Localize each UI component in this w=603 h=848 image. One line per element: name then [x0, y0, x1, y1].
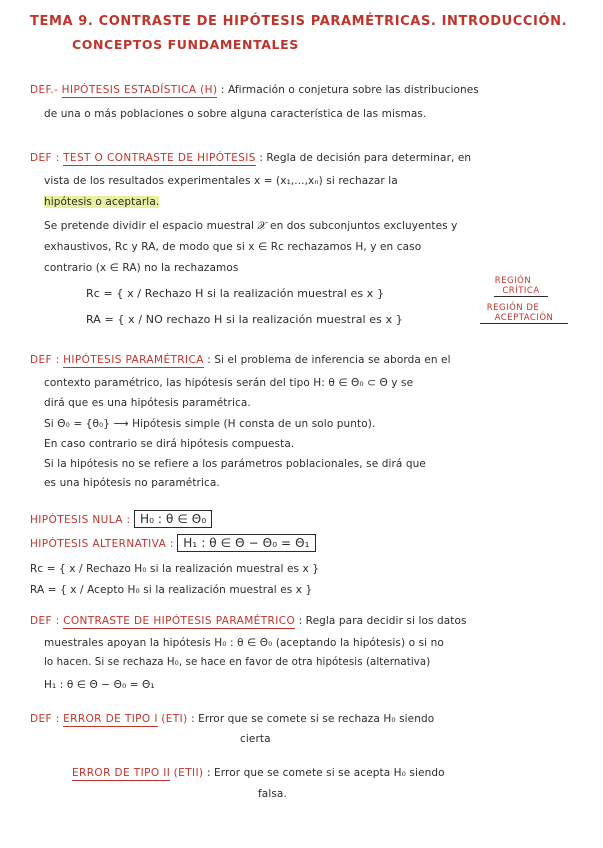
- def-term-test: TEST O CONTRASTE DE HIPÓTESIS: [63, 152, 256, 164]
- def-test-line3: hipótesis o aceptarla.: [44, 196, 160, 208]
- def-text: : Error que se comete si se rechaza H₀ siendo: [191, 713, 435, 725]
- def-test-line4: Se pretende dividir el espacio muestral 𝒳 en dos subconjuntos excluyentes y: [44, 220, 458, 232]
- hipotesis-alternativa-row: [30, 536, 316, 550]
- hipotesis-nula-row: [30, 512, 212, 526]
- def-parametrica-line7: es una hipótesis no paramétrica.: [44, 477, 220, 489]
- def-term-hipotesis-estadistica: HIPÓTESIS ESTADÍSTICA (H): [61, 84, 218, 96]
- def-hipotesis-line1: [30, 84, 479, 96]
- def-text: : Si el problema de inferencia se aborda en el: [207, 354, 451, 366]
- def-text: : Regla para decidir si los datos: [298, 615, 467, 627]
- hipotesis-nula-formula: H₀ : θ ∈ Θ₀: [134, 510, 212, 528]
- def-error2-line2: falsa.: [258, 788, 287, 800]
- def-prefix: DEF :: [30, 713, 60, 725]
- def-term-error-tipo-1: ERROR DE TIPO I: [63, 713, 158, 725]
- region-aceptacion-h0: RA = { x / Acepto H₀ si la realización muestral es x }: [30, 584, 313, 596]
- hipotesis-alternativa-formula: H₁ : θ ∈ Θ − Θ₀ = Θ₁: [177, 534, 315, 552]
- def-parametrica-line4: Si Θ₀ = {θ₀} ⟶ Hipótesis simple (H consta de un solo punto).: [44, 418, 376, 430]
- def-abbr-etii: (ETII): [173, 767, 204, 779]
- def-test-line5: exhaustivos, Rc y RA, de modo que si x ∈ Rc rechazamos H, y en caso: [44, 241, 422, 253]
- note-region-critica: REGIÓN CRÍTICA: [478, 276, 548, 297]
- note-region-aceptacion: REGIÓN DE ACEPTACIÓN: [458, 303, 568, 324]
- def-prefix: DEF :: [30, 354, 60, 366]
- region-aceptacion-def: RA = { x / NO rechazo H si la realización muestral es x }: [86, 313, 403, 326]
- def-parametrica-line3: dirá que es una hipótesis paramétrica.: [44, 397, 251, 409]
- def-parametrica-line5: En caso contrario se dirá hipótesis compuesta.: [44, 438, 295, 450]
- def-error1-line1: [30, 713, 434, 725]
- def-contraste-line2: muestrales apoyan la hipótesis H₀ : θ ∈ Θ₀ (aceptando la hipótesis) o si no: [44, 637, 444, 649]
- page-title: TEMA 9. CONTRASTE DE HIPÓTESIS PARAMÉTRICAS. INTRODUCCIÓN.: [30, 14, 568, 29]
- def-contraste-line3: lo hacen. Si se rechaza H₀, se hace en favor de otra hipótesis (alternativa): [44, 657, 431, 668]
- def-text: : Regla de decisión para determinar, en: [259, 152, 472, 164]
- def-error1-line2: cierta: [240, 733, 271, 745]
- def-hipotesis-line2: de una o más poblaciones o sobre alguna característica de las mismas.: [44, 108, 427, 120]
- def-text: : Error que se comete si se acepta H₀ siendo: [206, 767, 445, 779]
- hipotesis-alternativa-label: HIPÓTESIS ALTERNATIVA :: [30, 538, 174, 550]
- def-term-error-tipo-2: ERROR DE TIPO II: [72, 767, 171, 779]
- def-parametrica-line2: contexto paramétrico, las hipótesis serán del tipo H: θ ∈ Θ₀ ⊂ Θ y se: [44, 377, 414, 389]
- def-parametrica-line6: Si la hipótesis no se refiere a los parámetros poblacionales, se dirá que: [44, 458, 426, 470]
- region-critica-def: Rc = { x / Rechazo H si la realización muestral es x }: [86, 287, 385, 300]
- def-text: : Afirmación o conjetura sobre las distribuciones: [220, 84, 479, 96]
- def-test-line1: [30, 152, 471, 164]
- def-abbr-eti: (ETI): [161, 713, 188, 725]
- def-error2-line1: [72, 767, 445, 779]
- def-prefix: DEF.-: [30, 84, 59, 96]
- def-contraste-line1: [30, 615, 467, 627]
- def-contraste-line4: H₁ : θ ∈ Θ − Θ₀ = Θ₁: [44, 679, 155, 691]
- def-test-line2: vista de los resultados experimentales x = (x₁,...,xₙ) si rechazar la: [44, 175, 398, 187]
- region-critica-h0: Rc = { x / Rechazo H₀ si la realización muestral es x }: [30, 563, 320, 575]
- def-parametrica-line1: [30, 354, 451, 366]
- def-term-hipotesis-parametrica: HIPÓTESIS PARAMÉTRICA: [63, 354, 204, 366]
- def-prefix: DEF :: [30, 615, 60, 627]
- def-prefix: DEF :: [30, 152, 60, 164]
- def-term-contraste-parametrico: CONTRASTE DE HIPÓTESIS PARAMÉTRICO: [63, 615, 296, 627]
- page-subtitle: CONCEPTOS FUNDAMENTALES: [72, 37, 299, 52]
- hipotesis-nula-label: HIPÓTESIS NULA :: [30, 514, 131, 526]
- def-test-line6: contrario (x ∈ RA) no la rechazamos: [44, 262, 239, 274]
